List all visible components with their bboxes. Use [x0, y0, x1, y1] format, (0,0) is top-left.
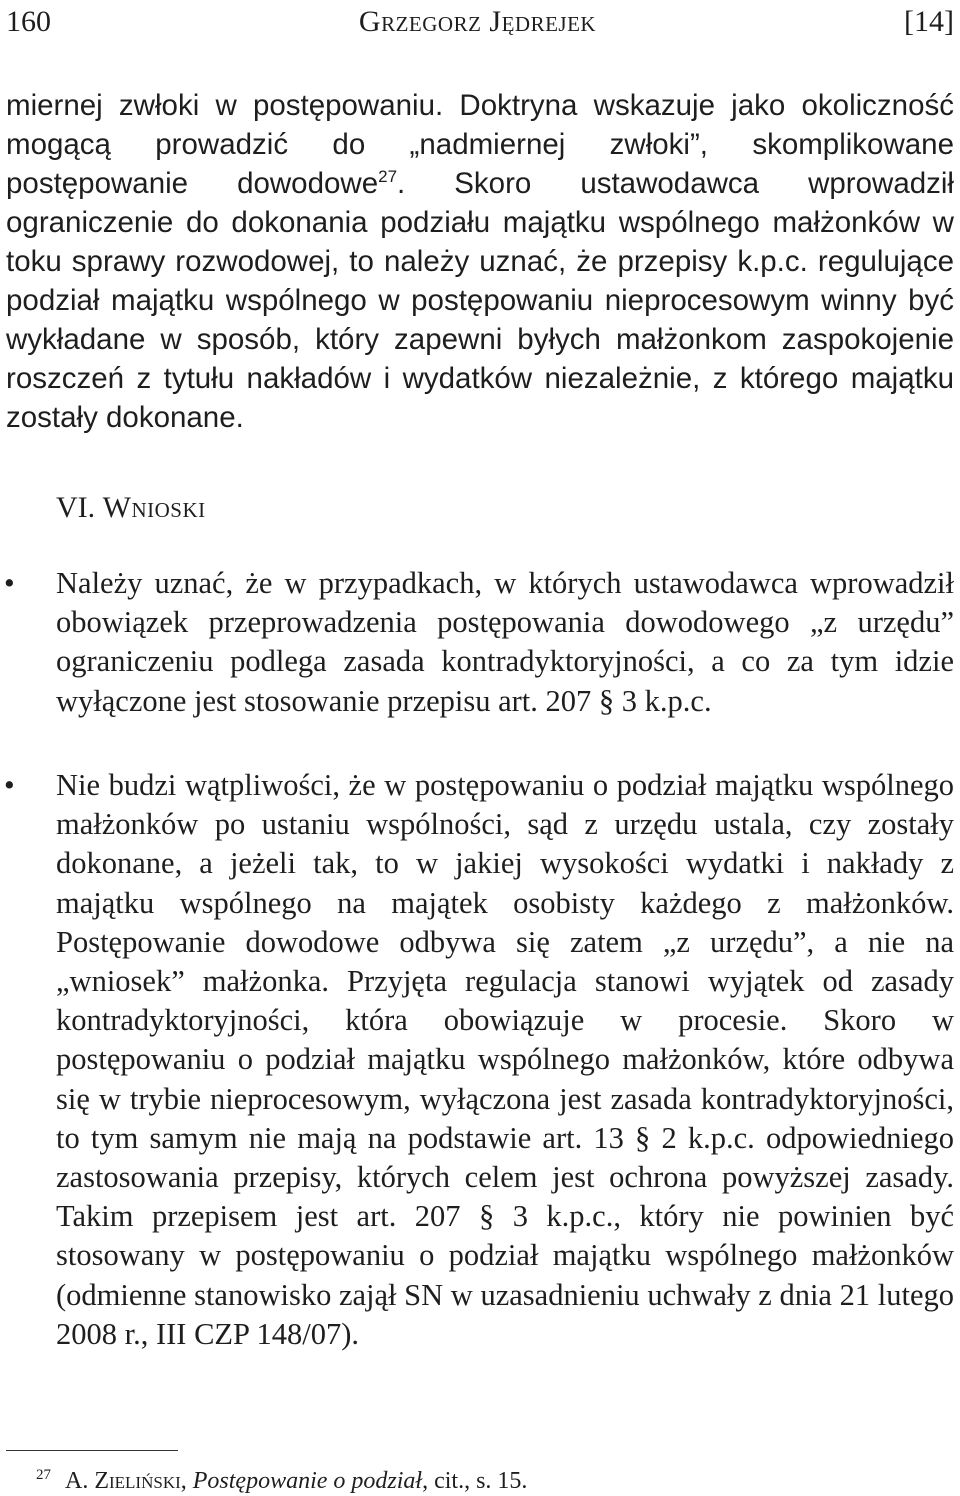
- bullet-item-2: [0, 766, 954, 1354]
- footnote-author: A. Zieliński: [65, 1468, 181, 1494]
- paragraph-text-part2: . Skoro ustawodawca wprowadził ograniczenie do dokonania podziału majątku wspólnego małżonków w toku sprawy rozwodowej, to należy uznać, że przepisy k.p.c. regulujące podział majątku wspólnego w postępowaniu nieprocesowym winny być wykładane w sposób, który zapewni byłych małżonkom zaspokojenie roszczeń z tytułu nakładów i wydatków niezależnie, z którego majątku zostały dokonane.: [6, 167, 954, 434]
- bullet-item-1: [0, 564, 954, 721]
- footnote-divider: [6, 1450, 178, 1451]
- section-heading: [56, 490, 206, 526]
- footnote-number: 27: [36, 1467, 51, 1483]
- footnote-reference[interactable]: 27: [378, 167, 398, 187]
- bullet-icon: •: [4, 566, 15, 600]
- section-marker: [14]: [904, 5, 954, 38]
- paragraph-text-part1: miernej zwłoki w postępowaniu. Doktryna wskazuje jako okoliczność mogącą prowadzić do „nadmiernej zwłoki”, skomplikowane postępowanie dowodowe: [6, 89, 954, 200]
- footnote-separator: ,: [180, 1468, 193, 1494]
- footnote-citation: , cit., s. 15.: [422, 1468, 528, 1494]
- bullet-icon: •: [4, 768, 15, 802]
- footnote-title: Postępowanie o podział: [192, 1468, 423, 1494]
- footnote: [36, 1460, 527, 1496]
- page-number: 160: [6, 5, 51, 38]
- section-title: Wnioski: [102, 491, 206, 524]
- bullet-text: Nie budzi wątpliwości, że w postępowaniu o podział majątku wspólnego małżonków po ustaniu wspólności, sąd z urzędu ustala, czy zostały dokonane, a jeżeli tak, to w jakiej wysokości wydatki i nakłady z majątku wspólnego na majątek osobisty każdego z małżonków. Postępowanie dowodowe odbywa się zatem „z urzędu”, a nie na „wniosek” małżonka. Przyjęta regulacja stanowi wyjątek od zasady kontradyktoryjności, która obowiązuje w procesie. Skoro w postępowaniu o podział majątku wspólnego małżonków, które odbywa się w trybie nieprocesowym, wyłączona jest zasada kontradyktoryjności, to tym samym nie mają na podstawie art. 13 § 2 k.p.c. odpowiedniego zastosowania przepisy, których celem jest ochrona powyższej zasady. Takim przepisem jest art. 207 § 3 k.p.c., który nie powinien być stosowany w postępowaniu o podział majątku wspólnego małżonków (odmienne stanowisko zajął SN w uzasadnieniu uchwały z dnia 21 lutego 2008 r., III CZP 148/07).: [56, 768, 954, 1351]
- section-number: VI.: [56, 491, 96, 524]
- body-paragraph: [6, 86, 954, 437]
- running-head-author: Grzegorz Jędrejek: [358, 5, 597, 38]
- running-header: [6, 0, 954, 44]
- bullet-text: Należy uznać, że w przypadkach, w których ustawodawca wprowadził obowiązek przeprowadzenia postępowania dowodowego „z urzędu” ograniczeniu podlega zasada kontradyktoryjności, a co za tym idzie wyłączone jest stosowanie przepisu art. 207 § 3 k.p.c.: [56, 566, 954, 718]
